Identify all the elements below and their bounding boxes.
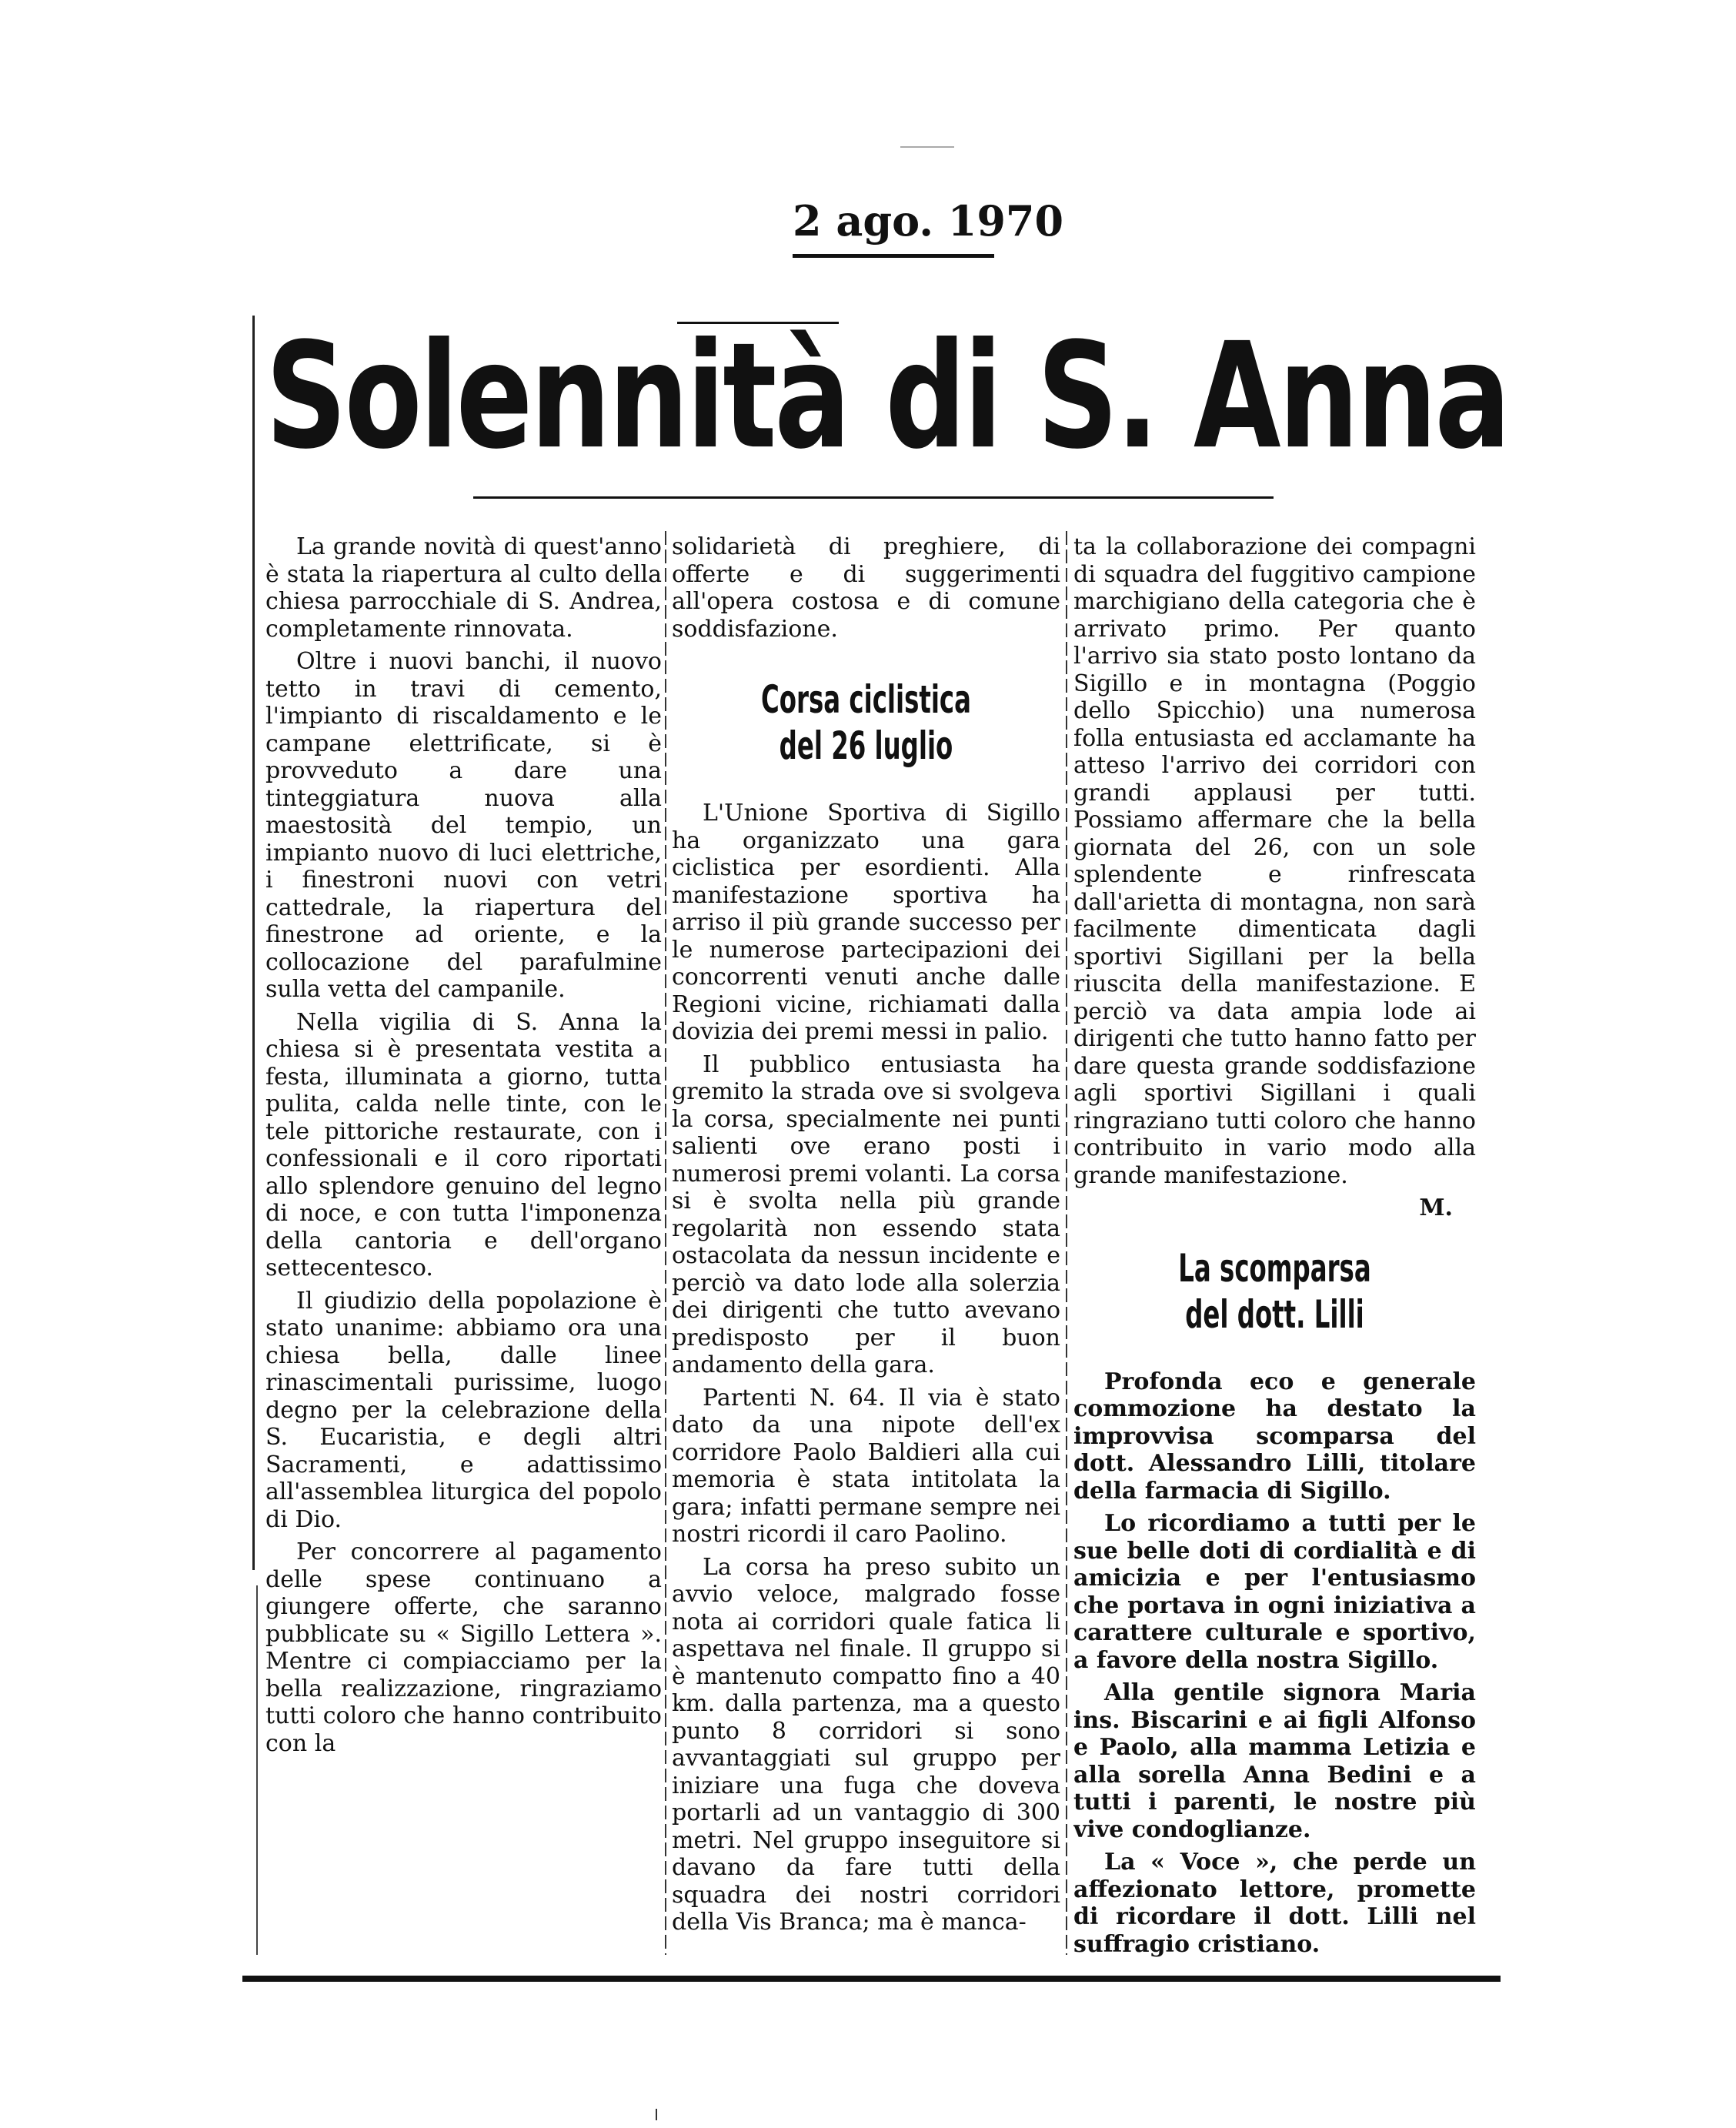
paragraph: Profonda eco e generale commozione ha destato la improvvisa scomparsa del dott. Alessandro Lilli, titolare della farmacia di Sigillo.	[1073, 1368, 1476, 1505]
headline: Solennità di S. Anna	[265, 310, 1509, 482]
paragraph: Oltre i nuovi banchi, il nuovo tetto in travi di cemento, l'impianto di riscaldamento e le campane elettrificate, si è provveduto a dare una tinteggiatura nuova alla maestosità del tempio, un impianto nuovo di luci elettriche, i finestroni nuovi con vetri cattedrale, la riapertura del finestrone ad oriente, e la collocazione del parafulmine sulla vetta del campanile.	[265, 648, 662, 1003]
paragraph: Partenti N. 64. Il via è stato dato da una nipote dell'ex corridore Paolo Baldieri alla cui memoria è stata intitolata la gara; infatti permane sempre nei nostri ricordi il caro Paolino.	[672, 1384, 1060, 1548]
subheading-cycling	[726, 676, 1007, 769]
column-divider	[1066, 531, 1067, 1955]
paragraph: Per concorrere al pagamento delle spese continuano a giungere offerte, che saranno pubblicate su « Sigillo Lettera ». Mentre ci compiacciamo per la bella realizzazione, ringraziamo tutti coloro che hanno contribuito con la	[265, 1538, 662, 1757]
paragraph: Alla gentile signora Maria ins. Biscarini e ai figli Alfonso e Paolo, alla mamma Letizia e alla sorella Anna Bedini e a tutti i parenti, le nostre più vive condoglianze.	[1073, 1679, 1476, 1843]
paragraph: Il pubblico entusiasta ha gremito la strada ove si svolgeva la corsa, specialmente nei punti salienti ove erano posti i numerosi premi volanti. La corsa si è svolta nella più grande regolarità non essendo stata ostacolata da nessun incidente e perciò va dato lode alla solerzia dei dirigenti che tutto avevano predisposto per il buon andamento della gara.	[672, 1051, 1060, 1378]
paragraph: solidarietà di preghiere, di offerte e di suggerimenti all'opera costosa e di comune soddisfazione.	[672, 533, 1060, 643]
publication-date: 2 ago. 1970	[793, 196, 1064, 246]
subheading-line: Corsa ciclistica	[761, 677, 971, 722]
left-edge-rule	[252, 316, 255, 1570]
left-edge-rule-lower	[256, 1585, 258, 1955]
bottom-mark	[656, 2109, 657, 2120]
column-divider	[665, 531, 666, 1955]
date-underline	[793, 254, 994, 258]
subheading-obituary	[1130, 1245, 1420, 1338]
obituary-body	[1073, 1368, 1476, 1958]
paragraph: Il giudizio della popolazione è stato unanime: abbiamo ora una chiesa bella, dalle linee rinascimentali purissime, luogo degno per la celebrazione della S. Eucaristia, e degli altri Sacramenti, e adattissimo all'assemblea liturgica del popolo di Dio.	[265, 1287, 662, 1533]
paragraph: La grande novità di quest'anno è stata la riapertura al culto della chiesa parrocchiale di S. Andrea, completamente rinnovata.	[265, 533, 662, 643]
paragraph: ta la collaborazione dei compagni di squadra del fuggitivo campione marchigiano della categoria che è arrivato primo. Per quanto l'arrivo sia stato posto lontano da Sigillo e in montagna (Poggio dello Spicchio) una numerosa folla entusiasta ed acclamante ha atteso l'arrivo dei corridori con grandi applausi per tutti. Possiamo affermare che la bella giornata del 26, con un sole splendente e rinfrescata dall'arietta di montagna, non sarà facilmente dimenticata dagli sportivi Sigillani per la bella riuscita della manifestazione. E perciò va data ampia lode ai dirigenti che tutto hanno fatto per dare questa grande soddisfazione agli sportivi Sigillani i quali ringraziano tutti coloro che hanno contribuito in vario modo alla grande manifestazione.	[1073, 533, 1476, 1189]
subheading-line: del 26 luglio	[779, 723, 953, 768]
top-mark	[900, 146, 954, 148]
subheading-line: La scomparsa	[1178, 1245, 1371, 1291]
signature: M.	[1419, 1194, 1453, 1221]
paragraph: L'Unione Sportiva di Sigillo ha organizzato una gara ciclistica per esordienti. Alla manifestazione sportiva ha arriso il più grande successo per le numerose partecipazioni dei concorrenti venuti anche dalle Regioni vicine, richiamati dalla dovizia dei premi messi in palio.	[672, 800, 1060, 1045]
title-rule	[473, 496, 1274, 499]
paragraph: Nella vigilia di S. Anna la chiesa si è presentata vestita a festa, illuminata a giorno, tutta pulita, calda nelle tinte, con le tele pittoriche restaurate, con i confessionali e il coro riportati allo splendore genuino del legno di noce, e con tutta l'imponenza della cantoria e dell'organo settecentesco.	[265, 1008, 662, 1281]
subheading-line: del dott. Lilli	[1185, 1291, 1364, 1337]
column-3	[1073, 533, 1476, 1957]
bottom-rule	[242, 1976, 1501, 1982]
paragraph: La « Voce », che perde un affezionato lettore, promette di ricordare il dott. Lilli nel suffragio cristiano.	[1073, 1849, 1476, 1957]
column-1	[265, 533, 662, 1957]
paragraph: La corsa ha preso subito un avvio veloce, malgrado fosse nota ai corridori quale fatica li aspettava nel finale. Il gruppo si è mantenuto compatto fino a 40 km. dalla partenza, ma a questo punto 8 corridori si sono avvantaggiati sul gruppo per iniziare una fuga che doveva portarli ad un vantaggio di 300 metri. Nel gruppo inseguitore si davano da fare tutti della squadra dei nostri corridori della Vis Branca; ma è manca-	[672, 1553, 1060, 1936]
paragraph: Lo ricordiamo a tutti per le sue belle doti di cordialità e di amicizia e per l'entusiasmo che portava in ogni iniziativa a carattere culturale e sportivo, a favore della nostra Sigillo.	[1073, 1510, 1476, 1674]
column-2	[672, 533, 1060, 1957]
